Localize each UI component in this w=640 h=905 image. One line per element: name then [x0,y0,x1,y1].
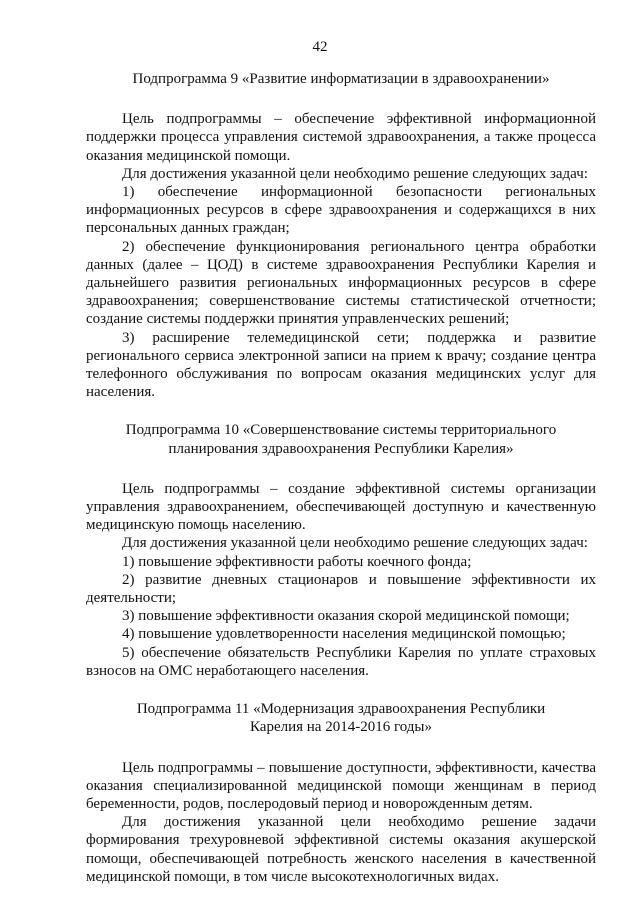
subprogram-10-heading-line-1: Подпрограмма 10 «Совершенствование системы территориального [125,422,557,439]
subprogram-9-task-1: 1) обеспечение информационной безопасности региональных информационных ресурсов в сфере здравоохранения и содержащихся в них персональных данных граждан; [86,184,596,237]
subprogram-9-tasks-intro: Для достижения указанной цели необходимо решение следующих задач: [122,165,588,182]
subprogram-10-task-4: 4) повышение удовлетворенности населения медицинской помощью; [122,626,566,643]
subprogram-10-task-1: 1) повышение эффективности работы коечного фонда; [122,553,472,570]
subprogram-11-tasks: Для достижения указанной цели необходимо решение задачи формирования трехуровневой эффективной системы оказания акушерской помощи, обеспечивающей потребность женского населения в качественной медицинской помощи, в том числе высокотехнологичных видах. [86,814,596,885]
subprogram-11-goal: Цель подпрограммы – повышение доступности, эффективности, качества оказания специализированной медицинской помощи женщинам в период беременности, родов, послеродовый период и новорожденным детям. [86,759,596,812]
subprogram-11-heading-line-1: Подпрограмма 11 «Модернизация здравоохранения Республики [136,701,546,718]
subprogram-10-heading-line-2: планирования здравоохранения Республики Карелия» [168,440,514,457]
subprogram-9-task-3: 3) расширение телемедицинской сети; поддержка и развитие регионального сервиса электронной записи на прием к врачу; создание центра телефонного обслуживания по вопросам оказания медицинских услуг для населения. [86,329,596,401]
subprogram-10-goal: Цель подпрограммы – создание эффективной системы организации управления здравоохранением, обеспечивающей доступную и качественную медицинскую помощь населению. [86,480,596,534]
subprogram-11-section [86,700,596,886]
subprogram-10-task-5: 5) обеспечение обязательств Республики Карелия по уплате страховых взносов на ОМС неработающего населения. [86,644,596,679]
page-content [86,70,596,886]
subprogram-9-heading: Подпрограмма 9 «Развитие информатизации в здравоохранении» [132,71,550,87]
subprogram-9-task-2: 2) обеспечение функционирования регионального центра обработки данных (далее – ЦОД) в системе здравоохранения Республики Карелия и дальнейшего развития региональных информационных ресурсов в сфере здравоохранения; совершенствование системы статистической отчетности; создание системы поддержки принятия управленческих решений; [86,238,596,328]
subprogram-10-section [86,421,596,680]
subprogram-10-task-2: 2) развитие дневных стационаров и повышение эффективности их деятельности; [86,571,596,607]
page-number: 42 [312,39,328,55]
subprogram-11-heading-line-2: Карелия на 2014-2016 годы» [249,719,433,736]
subprogram-9-goal: Цель подпрограммы – обеспечение эффективной информационной поддержки процесса управления системой здравоохранения, а также процесса оказания медицинской помощи. [86,111,596,164]
subprogram-10-task-3: 3) повышение эффективности оказания скорой медицинской помощи; [122,608,570,625]
subprogram-10-tasks-intro: Для достижения указанной цели необходимо решение следующих задач: [122,535,588,552]
subprogram-9-section [86,70,596,401]
